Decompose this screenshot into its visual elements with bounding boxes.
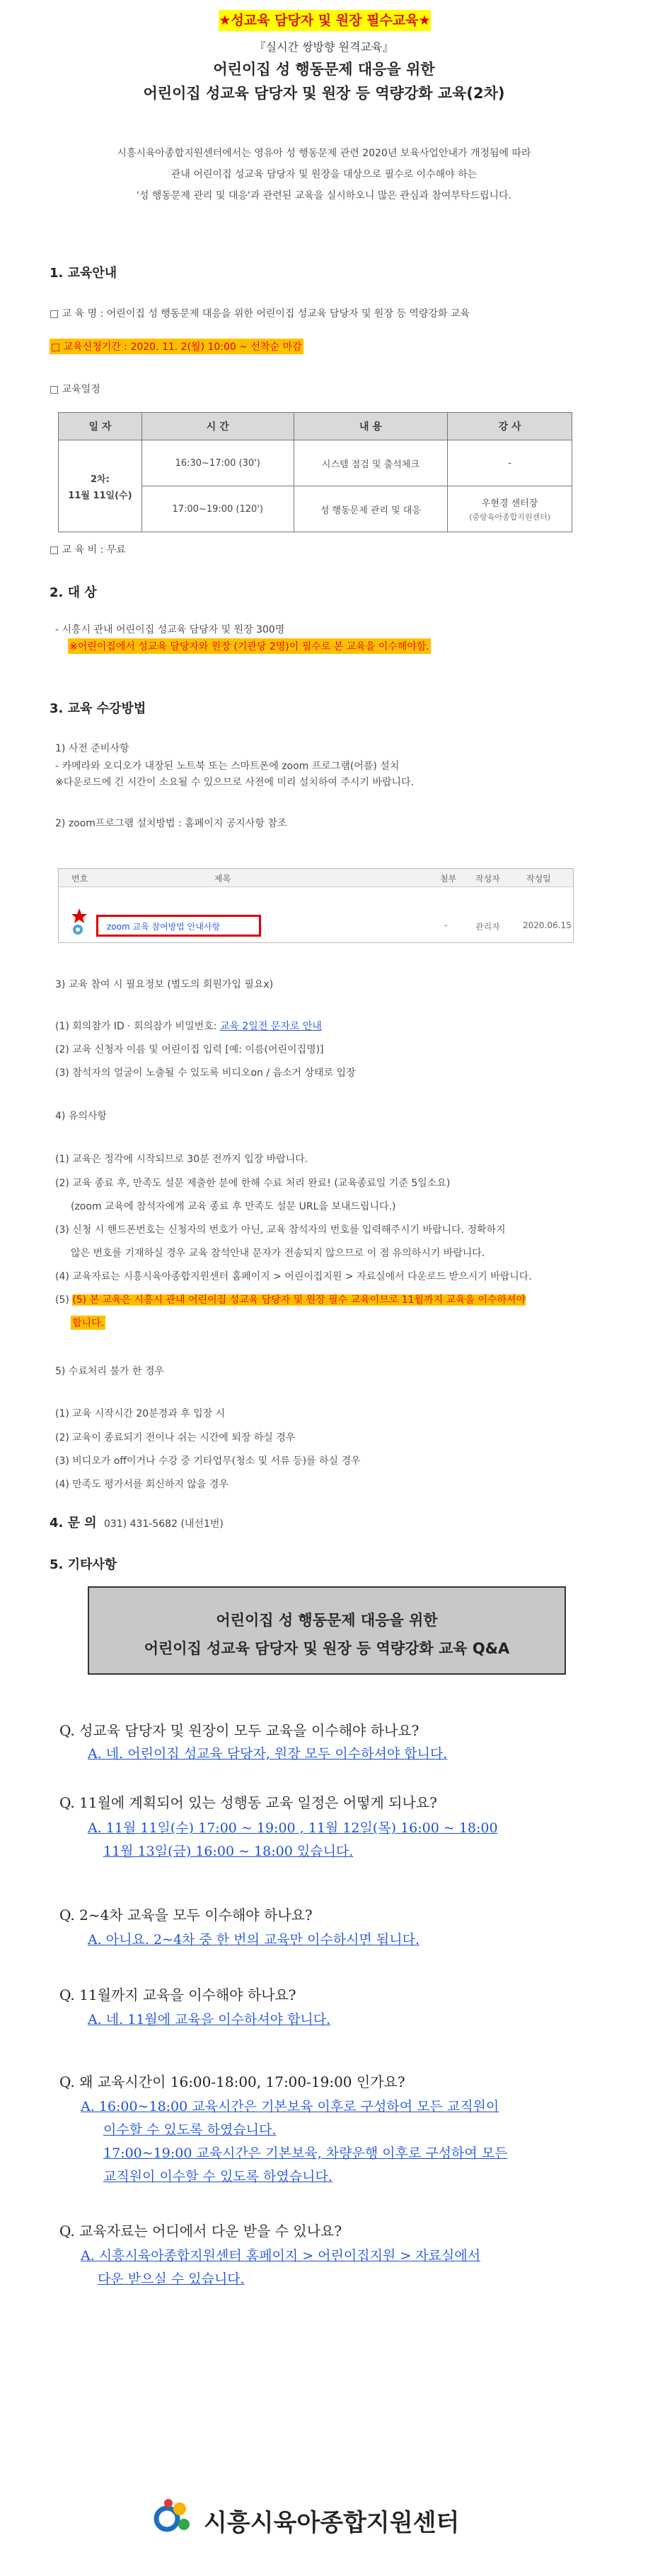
intro-line-1: 시흥시육아종합지원센터에서는 영유아 성 행동문제 관련 2020년 보육사업안내가 개정됨에 따라 <box>117 148 531 159</box>
schedule-label: □ 교육일정 <box>50 384 100 395</box>
schedule-header-date: 일 자 <box>59 413 142 440</box>
intro-line-3: '성 행동문제 관리 및 대응'과 관련된 교육을 실시하오니 많은 관심과 참여부탁드립니다. <box>137 190 511 201</box>
qa-answer-6: A. 시흥시육아종합지원센터 홈페이지 > 어린이집지원 > 자료실에서 <box>81 2248 481 2264</box>
notice-line-2: (2) 교육 종료 후, 만족도 설문 제출한 분에 한해 수료 처리 완료! (교육종료일 기준 5일소요) <box>55 1178 451 1189</box>
fail-line-2: (2) 교육이 종료되기 전이나 쉬는 시간에 퇴장 하실 경우 <box>55 1432 296 1444</box>
prep-heading: 1) 사전 준비사항 <box>55 743 129 754</box>
qa-question-5: Q. 왜 교육시간이 16:00-18:00, 17:00-19:00 인가요? <box>59 2073 405 2090</box>
section-2-heading: 2. 대 상 <box>50 585 97 600</box>
teacher-name: 우현경 센터장 <box>481 498 538 509</box>
board-header <box>59 869 573 887</box>
qa-title-line-2: 어린이집 성교육 담당자 및 원장 등 역량강화 교육 Q&A <box>144 1640 510 1657</box>
qa-answer-5b: 이수할 수 있도록 하였습니다. <box>103 2122 277 2138</box>
board-col-date: 작성일 <box>526 874 551 884</box>
target-line-1: - 시흥시 관내 어린이집 성교육 담당자 및 원장 300명 <box>55 624 285 636</box>
notice-line-5b: 합니다. <box>71 1316 105 1330</box>
qa-answer-5: A. 16:00~18:00 교육시간은 기본보육 이후로 구성하여 모든 교직원이 <box>81 2099 499 2114</box>
qa-title-box <box>88 1586 566 1675</box>
info-line-1 <box>55 1019 322 1033</box>
info-line-1-link[interactable]: 교육 2일전 문자로 안내 <box>219 1021 322 1032</box>
section-4-heading <box>50 1513 224 1531</box>
info-line-2: (2) 교육 신청자 이름 및 어린이집 입력 [예: 이름(어린이집명)] <box>55 1044 324 1055</box>
banner: ★성교육 담당자 및 원장 필수교육★ <box>219 10 431 31</box>
fail-line-1: (1) 교육 시작시간 20분경과 후 입장 시 <box>55 1408 226 1419</box>
qa-question-4: Q. 11월까지 교육을 이수해야 하나요? <box>59 1986 296 2003</box>
notice-line-1: (1) 교육은 정각에 시작되므로 30분 전까지 입장 바랍니다. <box>55 1154 308 1165</box>
prep-line-2: ※다운로드에 긴 시간이 소요될 수 있으므로 사전에 미리 설치하여 주시기 바랍니다. <box>55 777 414 788</box>
qa-question-3: Q. 2~4차 교육을 모두 이수해야 하나요? <box>59 1907 313 1924</box>
board-col-writer: 작성자 <box>475 874 500 884</box>
contact-phone: 031) 431-5682 (내선1번) <box>103 1518 224 1530</box>
qa-title-line-1: 어린이집 성 행동문제 대응을 위한 <box>216 1612 438 1629</box>
notice-line-5-text: (5) 본 교육은 시흥시 관내 어린이집 성교육 담당자 및 원장 필수 교육이므로 11월까지 교육을 이수하셔야 <box>72 1294 526 1306</box>
prep-line-1: - 카메라와 오디오가 내장된 노트북 또는 스마트폰에 zoom 프로그램(어플) 설치 <box>55 761 400 772</box>
qa-answer-1: A. 네. 어린이집 성교육 담당자, 원장 모두 이수하셔야 합니다. <box>88 1746 448 1762</box>
board-writer: 관리자 <box>475 922 500 932</box>
center-logo-icon <box>151 2493 197 2539</box>
schedule-content-2: 성 행동문제 관리 및 대응 <box>294 486 448 532</box>
subtitle: 『실시간 쌍방향 원격교육』 <box>254 40 394 54</box>
qa-question-6: Q. 교육자료는 어디에서 다운 받을 수 있나요? <box>59 2223 342 2240</box>
qa-question-2: Q. 11월에 계획되어 있는 성행동 교육 일정은 어떻게 되나요? <box>59 1794 437 1811</box>
zoom-install-heading: 2) zoom프로그램 설치방법 : 홈페이지 공지사항 참조 <box>55 818 287 829</box>
schedule-date-day: 11월 11일(수) <box>68 490 132 501</box>
title-line-1: 어린이집 성 행동문제 대응을 위한 <box>213 61 435 78</box>
edu-name: □ 교 육 명 : 어린이집 성 행동문제 대응을 위한 어린이집 성교육 담당자 및 원장 등 역량강화 교육 <box>50 308 470 320</box>
qa-answer-5c: 17:00~19:00 교육시간은 기본보육, 차량운행 이후로 구성하여 모든 <box>103 2145 508 2161</box>
apply-period: □ 교육신청기간 : 2020. 11. 2(월) 10:00 ~ 선착순 마감 <box>50 339 303 354</box>
schedule-teacher-1: - <box>448 440 572 486</box>
schedule-time-2: 17:00~19:00 (120') <box>141 486 294 532</box>
notice-star-icon <box>69 907 90 937</box>
section-5-heading: 5. 기타사항 <box>50 1557 117 1572</box>
info-line-3: (3) 참석자의 얼굴이 노출될 수 있도록 비디오on / 음소거 상태로 입장 <box>55 1067 356 1079</box>
fail-line-3: (3) 비디오가 off이거나 수강 중 기타업무(청소 및 서류 등)를 하실 경우 <box>55 1456 361 1467</box>
board-attach: - <box>444 920 448 930</box>
board-col-attach: 첨부 <box>440 874 457 884</box>
center-logo <box>151 2493 491 2543</box>
notice-line-2b: (zoom 교육에 참석자에게 교육 종료 후 만족도 설문 URL을 보내드립니다.) <box>71 1201 396 1212</box>
info-line-1-text: (1) 회의참가 ID · 회의참가 비밀번호: <box>55 1021 220 1032</box>
section-1-heading: 1. 교육안내 <box>50 266 117 281</box>
qa-answer-3: A. 아니요. 2~4차 중 한 번의 교육만 이수하시면 됩니다. <box>88 1932 420 1948</box>
qa-answer-4: A. 네. 11월에 교육을 이수하셔야 합니다. <box>88 2012 331 2027</box>
schedule-content-1: 시스템 점검 및 출석체크 <box>294 440 448 486</box>
teacher-affiliation: (중랑육아종합지원센터) <box>469 513 551 522</box>
schedule-teacher-2 <box>448 486 572 532</box>
contact-label: 4. 문 의 <box>50 1516 97 1530</box>
schedule-date <box>59 440 142 532</box>
board-col-title: 제목 <box>214 874 231 884</box>
qa-answer-5d: 교직원이 이수할 수 있도록 하였습니다. <box>103 2169 332 2184</box>
section-3-heading: 3. 교육 수강방법 <box>50 701 146 716</box>
target-line-2: ※어린이집에서 성교육 담당자와 원장 (기관당 2명)이 필수로 본 교육을 이수해야함. <box>68 638 431 654</box>
notice-line-5-num: (5) <box>55 1294 73 1306</box>
qa-question-1: Q. 성교육 담당자 및 원장이 모두 교육을 이수해야 하나요? <box>59 1722 420 1739</box>
title-line-2: 어린이집 성교육 담당자 및 원장 등 역량강화 교육(2차) <box>143 85 505 102</box>
qa-answer-6b: 다운 받으실 수 있습니다. <box>98 2271 245 2287</box>
notice-line-4: (4) 교육자료는 시흥시육아종합지원센터 홈페이지 > 어린이집지원 > 자료실에서 다운로드 받으시기 바랍니다. <box>55 1271 532 1282</box>
schedule-table <box>58 412 572 532</box>
schedule-date-round: 2차: <box>91 474 110 485</box>
zoom-guide-link[interactable]: zoom 교육 참여방법 안내사항 <box>107 922 221 932</box>
notice-line-3: (3) 신청 시 핸드폰번호는 신청자의 번호가 아닌, 교육 참석자의 번호를 입력해주시기 바랍니다. 정확하지 <box>55 1224 506 1236</box>
schedule-time-1: 16:30~17:00 (30') <box>141 440 294 486</box>
intro-line-2: 관내 어린이집 성교육 담당자 및 원장을 대상으로 필수로 이수해야 하는 <box>170 169 478 180</box>
notice-line-3b: 않은 번호를 기재하실 경우 교육 참석안내 문자가 전송되지 않으므로 이 점 유의하시기 바랍니다. <box>71 1248 485 1259</box>
schedule-header-time: 시 간 <box>141 413 294 440</box>
fail-line-4: (4) 만족도 평가서를 회신하지 않을 경우 <box>55 1479 228 1490</box>
schedule-header-teacher: 강 사 <box>448 413 572 440</box>
schedule-header-content: 내 용 <box>294 413 448 440</box>
qa-answer-2b: 11월 13일(금) 16:00 ~ 18:00 있습니다. <box>103 1844 354 1859</box>
info-heading: 3) 교육 참여 시 필요정보 (별도의 회원가입 필요x) <box>55 979 274 990</box>
board-col-number: 번호 <box>71 874 88 884</box>
edu-fee: □ 교 육 비 : 무료 <box>50 544 126 556</box>
qa-answer-2: A. 11월 11일(수) 17:00 ~ 19:00 , 11월 12일(목) 16:00 ~ 18:00 <box>88 1820 498 1836</box>
notice-line-5 <box>55 1292 526 1306</box>
fail-heading: 5) 수료처리 불가 한 경우 <box>55 1366 164 1377</box>
notice-board-screenshot <box>58 868 574 943</box>
board-date: 2020.06.15 <box>523 920 572 930</box>
notice-heading: 4) 유의사항 <box>55 1111 107 1122</box>
center-logo-text: 시흥시육아종합지원센터 <box>204 2509 460 2537</box>
